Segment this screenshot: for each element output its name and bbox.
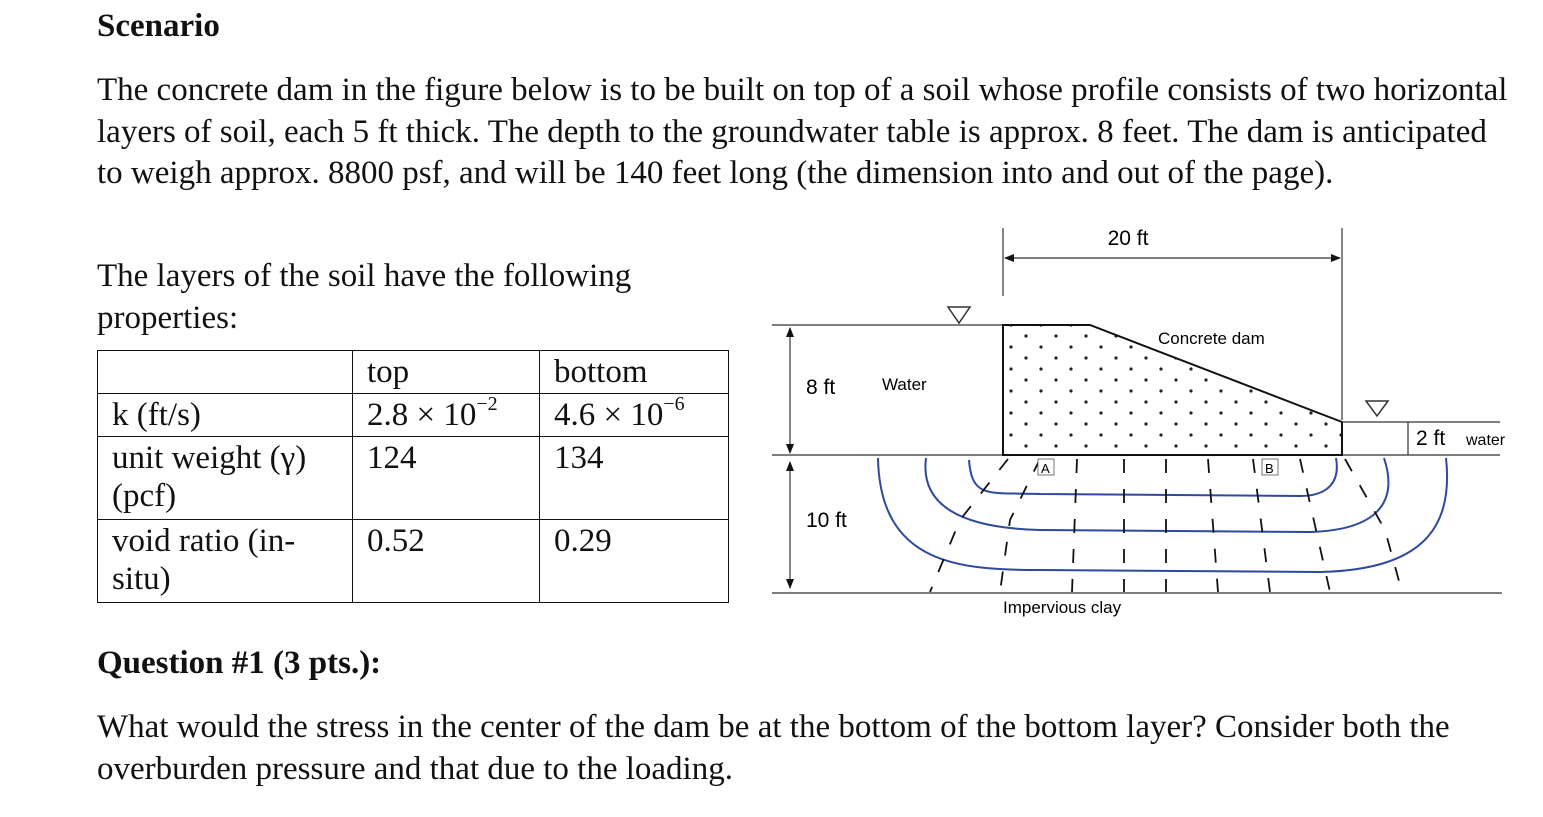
dim-label-8ft: 8 ft [806,376,836,399]
unit-weight-top: 124 [353,437,540,520]
scenario-heading: Scenario [97,8,220,44]
equipotential-line [1072,459,1077,592]
impervious-clay-label: Impervious clay [1003,598,1122,617]
row-label: k (ft/s) [98,394,353,437]
intro-paragraph: The concrete dam in the figure below is to be built on top of a soil whose profile consists of two horizontal layers of soil, each 5 ft thick. The depth to the groundwater table is approx. 8 feet. The dam is anticipated to weigh approx. 8800 psf, and will be 140 feet long (the dimension into and out of the page). [97,72,1508,191]
equipotential-line [1000,459,1040,592]
tailwater-label: water [1466,432,1506,449]
void-ratio-bottom: 0.29 [540,520,729,603]
table-header-bottom: bottom [540,351,729,394]
void-ratio-top: 0.52 [353,520,540,603]
k-bottom-base: 4.6 × 10 [554,397,664,433]
row-label: unit weight (γ) (pcf) [98,437,353,520]
k-top-exponent: −2 [476,393,498,415]
unit-weight-bottom: 134 [540,437,729,520]
concrete-dam-label: Concrete dam [1158,329,1265,348]
water-level-symbol [948,307,970,323]
question-heading: Question #1 (3 pts.): [97,645,382,681]
tailwater-level-symbol [1366,401,1388,416]
water-label: Water [882,375,927,394]
table-header-top: top [353,351,540,394]
point-a-label: A [1041,461,1050,476]
point-b-label: B [1265,461,1274,476]
tailwater-depth-label: 2 ft [1416,427,1446,450]
dim-label-20ft: 20 ft [1107,227,1149,250]
row-label: void ratio (in-situ) [98,520,353,603]
layers-intro-paragraph: The layers of the soil have the following properties: [97,258,632,336]
k-top-base: 2.8 × 10 [367,397,477,433]
k-bottom-exponent: −6 [663,393,685,415]
question-text: What would the stress in the center of the dam be at the bottom of the bottom layer? Consider both the overburden pressure and that due to the loading. [97,709,1450,787]
dim-label-10ft: 10 ft [806,509,847,532]
